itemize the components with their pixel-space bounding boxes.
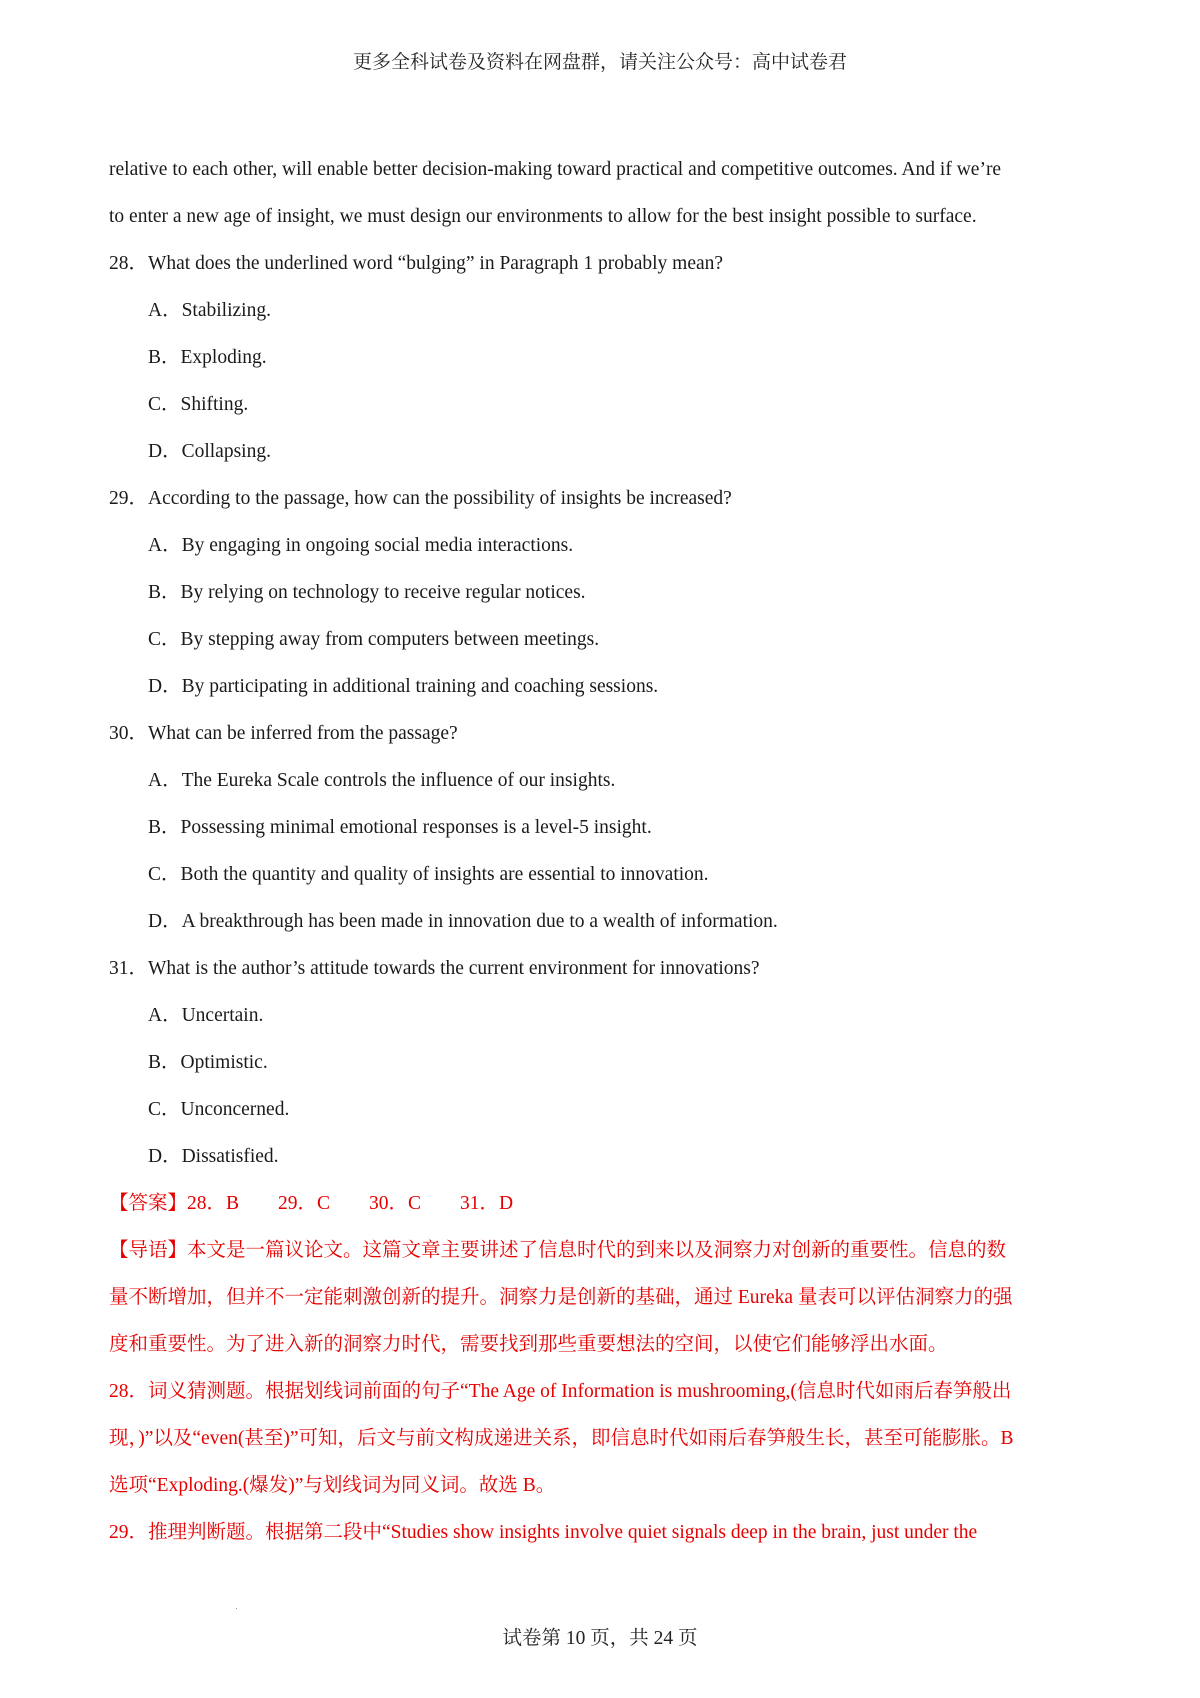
page-content xyxy=(109,146,1099,1556)
option: D．By participating in additional training and coaching sessions. xyxy=(148,676,659,697)
question-28 xyxy=(109,240,1099,475)
question-29 xyxy=(109,475,1099,710)
page-footer: 试卷第 10 页，共 24 页 xyxy=(502,1628,698,1649)
explanation-29 xyxy=(109,1509,1099,1556)
guide-line: 【导语】本文是一篇议论文。这篇文章主要讲述了信息时代的到来以及洞察力对创新的重要性。信息的数 xyxy=(109,1240,1007,1261)
explanation-line: 28．词义猜测题。根据划线词前面的句子“The Age of Information is mushrooming,(信息时代如雨后春笋般出 xyxy=(109,1381,1012,1402)
option: A．Uncertain. xyxy=(148,1005,264,1026)
option: A．The Eureka Scale controls the influence of our insights. xyxy=(148,770,616,791)
passage-line: relative to each other, will enable better decision-making toward practical and competitive outcomes. And if we’re xyxy=(109,159,1002,180)
option: C．Shifting. xyxy=(148,394,249,415)
option: B．By relying on technology to receive regular notices. xyxy=(148,582,586,603)
explanation-line: 29．推理判断题。根据第二段中“Studies show insights involve quiet signals deep in the brain, just under the xyxy=(109,1522,978,1543)
page-header: 更多全科试卷及资料在网盘群，请关注公众号：高中试卷君 xyxy=(352,52,847,73)
question-stem: 30．What can be inferred from the passage? xyxy=(109,723,458,744)
answer-key: 【答案】28．B 29．C 30．C 31．D xyxy=(109,1193,514,1214)
explanation-28 xyxy=(109,1368,1099,1509)
option: D．Collapsing. xyxy=(148,441,271,462)
explanation-line: 现，)”以及“even(甚至)”可知，后文与前文构成递进关系，即信息时代如雨后春笋般生长，甚至可能膨胀。B xyxy=(109,1428,1014,1449)
option: C．Unconcerned. xyxy=(148,1099,290,1120)
question-31 xyxy=(109,945,1099,1180)
option: C．By stepping away from computers between meetings. xyxy=(148,629,600,650)
question-stem: 29．According to the passage, how can the possibility of insights be increased? xyxy=(109,488,732,509)
guide-section xyxy=(109,1227,1099,1368)
passage-line: to enter a new age of insight, we must design our environments to allow for the best insight possible to surface. xyxy=(109,206,977,227)
option: B．Possessing minimal emotional responses is a level-5 insight. xyxy=(148,817,652,838)
question-stem: 28．What does the underlined word “bulging” in Paragraph 1 probably mean? xyxy=(109,253,724,274)
question-30 xyxy=(109,710,1099,945)
option: C．Both the quantity and quality of insights are essential to innovation. xyxy=(148,864,709,885)
option: D．Dissatisfied. xyxy=(148,1146,279,1167)
guide-line: 量不断增加，但并不一定能刺激创新的提升。洞察力是创新的基础，通过 Eureka 量表可以评估洞察力的强 xyxy=(109,1287,1013,1308)
scan-speck xyxy=(236,1608,237,1609)
option: D．A breakthrough has been made in innovation due to a wealth of information. xyxy=(148,911,778,932)
guide-line: 度和重要性。为了进入新的洞察力时代，需要找到那些重要想法的空间，以使它们能够浮出水面。 xyxy=(109,1334,948,1355)
option: A．By engaging in ongoing social media interactions. xyxy=(148,535,574,556)
question-stem: 31．What is the author’s attitude towards the current environment for innovations? xyxy=(109,958,760,979)
option: A．Stabilizing. xyxy=(148,300,271,321)
explanation-line: 选项“Exploding.(爆发)”与划线词为同义词。故选 B。 xyxy=(109,1475,556,1496)
option: B．Optimistic. xyxy=(148,1052,268,1073)
option: B．Exploding. xyxy=(148,347,267,368)
